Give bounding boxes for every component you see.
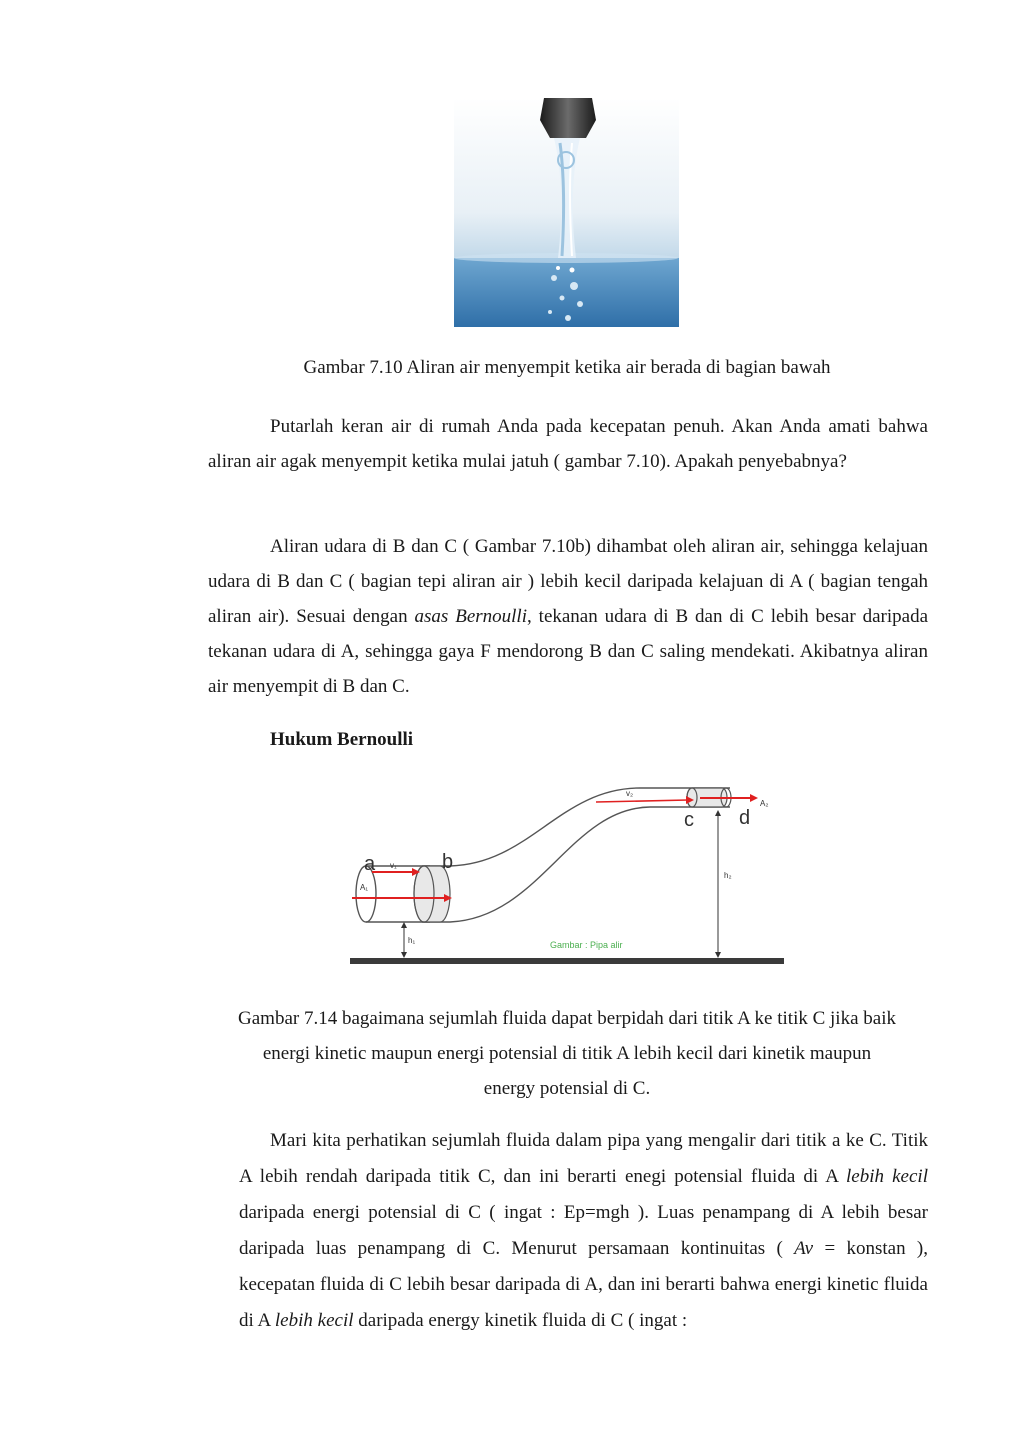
figure-7-10-caption: Gambar 7.10 Aliran air menyempit ketika air berada di bagian bawah bbox=[303, 357, 831, 378]
paragraph-2 bbox=[208, 529, 928, 704]
paragraph-3-italic-2: Av bbox=[794, 1238, 814, 1259]
paragraph-2-text-b: , tekanan udara di B dan di C lebih besar daripada tekanan udara di A, sehingga gaya F mendorong B dan C saling mendekati. Akibatnya aliran air menyempit di B dan C. bbox=[208, 606, 929, 697]
ground-line bbox=[350, 958, 784, 964]
figure-7-14-caption-line-2: energi kinetic maupun energi potensial di titik A lebih kecil dari kinetik maupun bbox=[262, 1043, 872, 1064]
velocity-arrow-v2 bbox=[596, 800, 688, 802]
label-A2: A₂ bbox=[760, 799, 769, 808]
paragraph-3-text-a: Mari kita perhatikan sejumlah fluida dalam pipa yang mengalir dari titik a ke C. Titik A lebih rendah daripada titik C, dan ini berarti enegi potensial fluida di A bbox=[239, 1130, 928, 1187]
paragraph-3-text-b: daripada energi potensial di C ( ingat : Ep=mgh ). Luas penampang di A lebih besar daripada luas penampang di C. Menurut persamaan kontinuitas ( bbox=[239, 1202, 928, 1259]
section-b-slice bbox=[414, 866, 450, 922]
paragraph-3-italic-1: lebih kecil bbox=[846, 1166, 928, 1187]
paragraph-2-text-a: Aliran udara di B dan C ( Gambar 7.10b) dihambat oleh aliran air, sehingga kelajuan udara di B dan C ( bagian tepi aliran air ) lebih kecil daripada kelajuan di A ( bagian tengah aliran air). Sesuai dengan bbox=[208, 536, 928, 627]
paragraph-1: Putarlah keran air di rumah Anda pada kecepatan penuh. Akan Anda amati bahwa aliran air agak menyempit ketika mulai jatuh ( gambar 7.10). Apakah penyebabnya? bbox=[208, 416, 928, 472]
label-A1: A₁ bbox=[360, 883, 369, 892]
diagram-inner-caption: Gambar : Pipa alir bbox=[550, 940, 623, 950]
paragraph-3-text-d: daripada energy kinetik fluida di C ( ingat : bbox=[353, 1310, 688, 1331]
paragraph-3-text-c: = konstan ), kecepatan fluida di C lebih besar daripada di A, dan ini berarti bahwa energi kinetic fluida di A bbox=[239, 1238, 928, 1331]
water-tap-photo bbox=[454, 98, 679, 327]
label-v2: v₂ bbox=[626, 789, 634, 798]
label-a: a bbox=[364, 853, 376, 875]
figure-7-14-caption bbox=[205, 1001, 929, 1106]
section-heading: Hukum Bernoulli bbox=[270, 729, 414, 750]
label-v1: v₁ bbox=[390, 861, 397, 870]
paragraph-3 bbox=[239, 1123, 928, 1339]
bernoulli-pipe-diagram bbox=[350, 778, 786, 978]
paragraph-3-italic-3: lebih kecil bbox=[274, 1310, 354, 1331]
figure-7-14-caption-line-3: energy potensial di C. bbox=[483, 1078, 651, 1099]
figure-7-14-caption-line-1: Gambar 7.14 bagaimana sejumlah fluida dapat berpidah dari titik A ke titik C jika baik bbox=[238, 1008, 896, 1029]
paragraph-2-italic: asas Bernoulli bbox=[414, 606, 527, 627]
label-d: d bbox=[739, 807, 751, 829]
label-h1: h₁ bbox=[408, 936, 416, 945]
label-b: b bbox=[442, 851, 454, 873]
label-c: c bbox=[684, 809, 694, 831]
label-h2: h₂ bbox=[724, 871, 732, 880]
